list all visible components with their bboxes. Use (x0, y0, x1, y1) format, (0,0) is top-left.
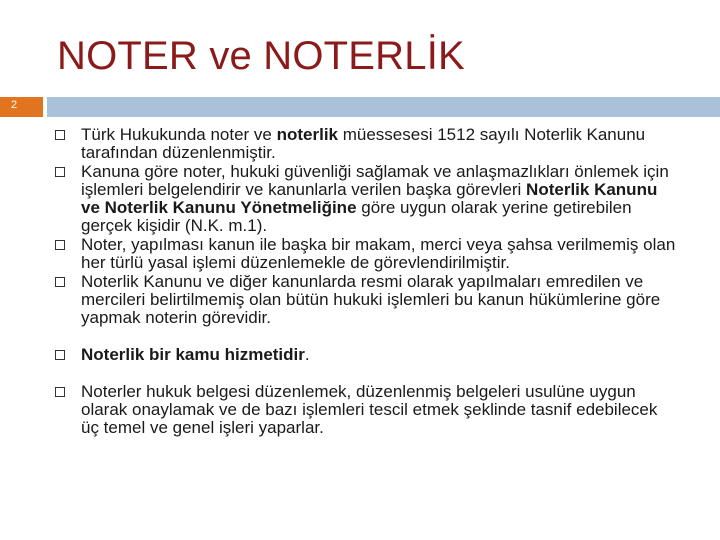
bullet-item (55, 346, 680, 364)
bullet-text-part: Noterlik Kanunu ve diğer kanunlarda resmi olarak yapılmaları emredilen ve mercileri belirtilmemiş olan bütün hukuki işlemleri bu kanun hükümlerine göre yapmak noterin görevidir. (81, 272, 661, 327)
square-bullet-icon (55, 240, 65, 250)
bullet-text-part: Türk Hukukunda noter ve (81, 125, 277, 144)
header-bar (47, 97, 720, 117)
bullet-text-part: . (304, 345, 310, 364)
square-bullet-icon (55, 167, 65, 177)
bullet-text-part: Noterlik Kanunu ve Noterlik Kanunu Yönetmeliğine (81, 180, 658, 217)
bullet-text-part: Kanuna göre noter, hukuki güvenliği sağlamak ve anlaşmazlıkları önlemek için işlemleri belgelendirir ve kanunlarla verilen başka görevleri (81, 162, 669, 199)
bullet-list (55, 126, 680, 438)
bullet-item (55, 273, 680, 327)
square-bullet-icon (55, 387, 65, 397)
slide-title: NOTER ve NOTERLİK (57, 34, 465, 78)
bullet-text-part: Noter, yapılması kanun ile başka bir makam, merci veya şahsa verilmemiş olan her türlü yasal işlemi düzenlemekle de görevlendirilmiştir. (81, 235, 676, 272)
bullet-text-part: noterlik (276, 125, 339, 144)
bullet-item (55, 126, 680, 162)
square-bullet-icon (55, 130, 65, 140)
slide-number: 2 (11, 99, 18, 111)
bullet-text-part: göre uygun olarak yerine getirebilen gerçek kişidir (N.K. m.1). (81, 198, 632, 235)
bullet-text-part: Noterler hukuk belgesi düzenlemek, düzenlenmiş belgeleri usulüne uygun olarak onaylamak ve de bazı işlemleri tescil etmek şeklinde tasnif edebilecek üç temel ve genel işleri yaparlar. (81, 382, 658, 437)
square-bullet-icon (55, 277, 65, 287)
square-bullet-icon (55, 350, 65, 360)
slide-number-bar (0, 97, 43, 117)
bullet-item (55, 236, 680, 272)
bullet-item (55, 163, 680, 235)
bullet-item (55, 383, 680, 437)
bullet-text-part: Noterlik bir kamu hizmetidir (81, 345, 305, 364)
bullet-text-part: müessesesi 1512 sayılı Noterlik Kanunu tarafından düzenlenmiştir. (81, 125, 646, 162)
